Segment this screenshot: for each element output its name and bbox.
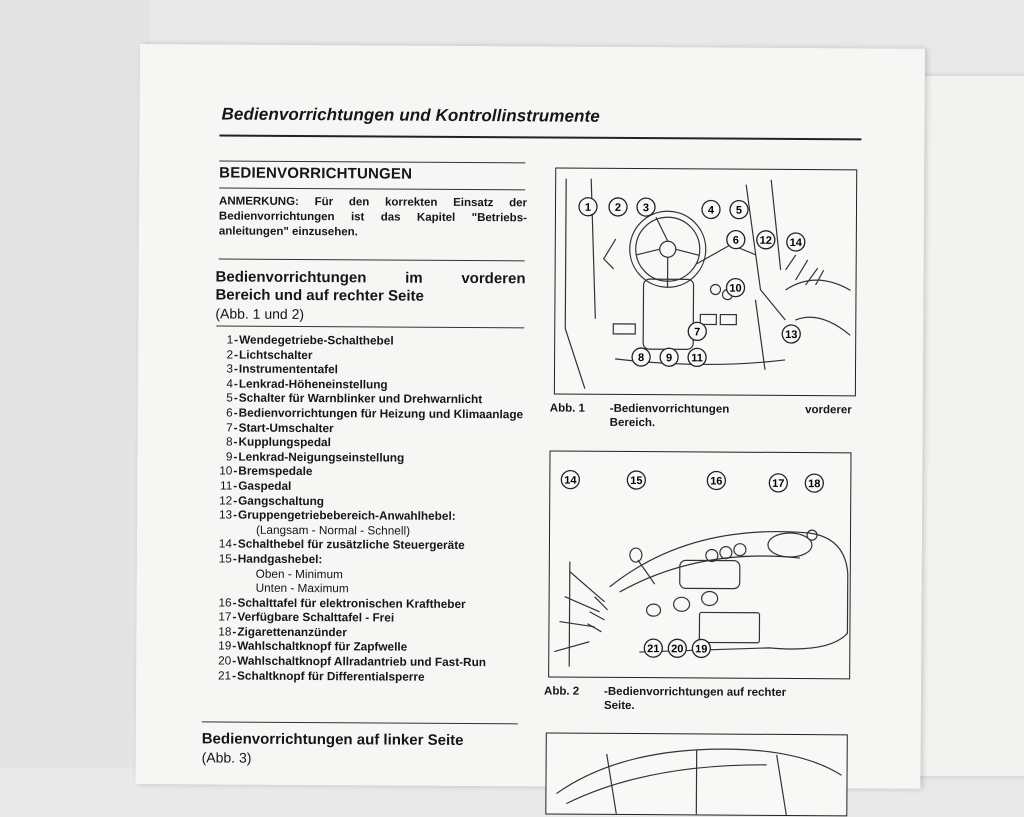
item-number: 8	[225, 434, 233, 449]
item-dash: -	[232, 595, 237, 610]
item-number: 16	[218, 595, 232, 610]
item-dash: -	[232, 609, 237, 624]
item-label: Start-Umschalter	[238, 420, 334, 435]
item-number: 19	[218, 638, 232, 654]
item-number: 18	[218, 624, 232, 639]
item-dash: -	[232, 536, 237, 551]
subsection-title-line2: Bereich und auf rechter Seite	[215, 286, 424, 305]
item-dash: -	[234, 347, 239, 362]
figure-3-drawing	[546, 733, 846, 815]
subsection-title-word1: Bedienvorrichtungen	[215, 268, 367, 287]
item-dash: -	[233, 463, 238, 478]
item-label: Zigarettenanzünder	[237, 624, 347, 640]
header-rule	[219, 134, 861, 139]
item-dash: -	[233, 493, 238, 508]
item-number: 9	[225, 449, 233, 464]
callout-number: 18	[808, 478, 821, 491]
left-side-title: Bedienvorrichtungen auf linker Seite	[201, 730, 464, 749]
item-label: Lenkrad-Neigungseinstellung	[238, 449, 405, 465]
callout-number: 14	[789, 236, 802, 250]
background	[0, 0, 150, 768]
item-label: Gruppengetriebebereich-Anwahlhebel:	[238, 507, 456, 524]
item-dash: -	[233, 507, 238, 522]
callout-number: 6	[732, 234, 739, 247]
callout-number: 16	[710, 475, 723, 488]
item-label: Bremspedale	[238, 463, 313, 479]
callout-number: 19	[695, 643, 708, 656]
item-dash: -	[234, 332, 239, 347]
callout-number: 3	[642, 202, 650, 215]
left-side-rule	[202, 721, 518, 724]
figure-3-left-controls	[545, 732, 847, 816]
figure-2-caption-c: Seite.	[603, 699, 635, 713]
callout-number: 8	[637, 352, 645, 365]
item-label: Schalttafel für elektronischen Kraftheber	[237, 595, 466, 611]
left-side-figure-ref: (Abb. 3)	[201, 749, 252, 766]
item-sub-text: Unten - Maximum	[255, 580, 349, 596]
item-number: 6	[226, 405, 233, 420]
item-number: 15	[218, 551, 232, 566]
item-dash: -	[233, 420, 238, 435]
item-text	[237, 668, 524, 684]
item-label: Wendegetriebe-Schalthebel	[239, 332, 394, 348]
item-number: 12	[219, 493, 233, 508]
figure-1-caption	[550, 402, 852, 432]
item-text	[238, 552, 525, 598]
controls-list	[214, 332, 526, 684]
item-text	[238, 508, 525, 539]
figure-2-label: Abb. 2	[544, 685, 580, 698]
callout-number: 17	[772, 477, 785, 490]
item-dash: -	[233, 376, 238, 391]
item-number: 7	[226, 420, 233, 435]
figure-1-label: Abb. 1	[549, 402, 585, 415]
callout-number: 13	[785, 328, 798, 342]
item-label: Wahlschaltknopf Allradantrieb und Fast-Run	[237, 653, 487, 670]
callout-number: 10	[729, 282, 742, 295]
item-number: 4	[226, 376, 233, 391]
controls-list-item	[215, 551, 525, 597]
callout-number: 14	[564, 474, 577, 487]
figure-1-caption-b: vorderer	[805, 404, 852, 417]
section-note: ANMERKUNG: Für den korrekten Einsatz der Bedienvorrichtungen ist das Kapitel "Betriebs-anleitungen" einzusehen.	[218, 195, 528, 239]
subsection-title-word2: im	[405, 269, 423, 287]
item-label: Wahlschaltknopf für Zapfwelle	[237, 639, 408, 655]
figure-2-caption-a: -Bedienvorrichtungen auf rechter	[604, 685, 787, 699]
item-dash: -	[232, 624, 237, 639]
section-rule-bottom	[219, 187, 525, 190]
subsection-front-right-title	[215, 268, 525, 324]
item-dash: -	[233, 405, 238, 420]
item-dash: -	[233, 449, 238, 464]
item-sub-text: (Langsam - Normal - Schnell)	[255, 522, 411, 538]
figure-1-front-controls	[554, 168, 857, 397]
item-number: 1	[226, 332, 234, 347]
item-dash: -	[233, 390, 238, 405]
item-label: Schaltknopf für Differentialsperre	[237, 668, 425, 684]
section-rule-top	[219, 160, 525, 163]
item-number: 3	[226, 361, 234, 376]
item-dash: -	[232, 668, 237, 683]
subsection-title-word3: vorderen	[461, 269, 526, 288]
figure-1-callouts	[578, 198, 805, 367]
callout-number: 1	[584, 201, 592, 214]
figure-2-caption	[544, 684, 846, 714]
item-sub-text: Oben - Minimum	[255, 566, 343, 581]
item-label: Lenkrad-Höheneinstellung	[238, 376, 388, 392]
callout-number: 7	[694, 326, 701, 339]
item-number: 11	[220, 478, 233, 493]
callout-number: 20	[671, 643, 684, 656]
manual-page	[135, 44, 925, 789]
item-number: 21	[217, 668, 232, 683]
item-dash: -	[233, 478, 238, 493]
item-label: Kupplungspedal	[238, 434, 331, 450]
figure-1-drawing	[555, 169, 856, 396]
item-label: Lichtschalter	[239, 347, 313, 362]
subsection-figure-ref: (Abb. 1 und 2)	[215, 305, 305, 323]
subsection-rule-bottom	[216, 325, 524, 328]
callout-number: 11	[691, 352, 703, 365]
item-dash: -	[232, 551, 237, 566]
item-dash: -	[232, 639, 237, 654]
item-number: 2	[226, 347, 234, 362]
item-label: Handgashebel:	[237, 551, 323, 567]
callout-number: 4	[707, 204, 715, 217]
section-title: BEDIENVORRICHTUNGEN	[219, 164, 413, 183]
item-label: Bedienvorrichtungen für Heizung und Klimaanlage	[238, 405, 524, 422]
item-label: Gangschaltung	[238, 493, 325, 508]
item-dash: -	[232, 653, 237, 668]
item-number: 17	[218, 609, 232, 624]
item-label: Schalter für Warnblinker und Drehwarnlicht	[238, 390, 483, 407]
item-label: Verfügbare Schalttafel - Frei	[237, 609, 395, 625]
callout-number: 15	[630, 475, 643, 488]
item-number: 20	[218, 653, 232, 668]
item-label: Schalthebel für zusätzliche Steuergeräte	[237, 536, 465, 553]
page-header-title: Bedienvorrichtungen und Kontrollinstrumente	[221, 104, 600, 126]
item-number: 14	[218, 536, 232, 551]
item-number: 13	[218, 507, 233, 522]
subsection-rule-top	[219, 258, 525, 261]
item-number: 5	[226, 390, 233, 405]
figure-1-caption-a: -Bedienvorrichtungen	[609, 402, 730, 416]
item-number: 10	[219, 463, 233, 478]
callout-number: 9	[665, 352, 673, 365]
figure-2-right-controls	[548, 451, 851, 680]
item-dash: -	[233, 434, 238, 449]
callout-number: 2	[614, 201, 622, 214]
figure-1-caption-c: Bereich.	[609, 416, 656, 430]
controls-list-item	[214, 668, 524, 684]
figure-2-drawing	[549, 452, 850, 679]
item-label: Instrumententafel	[238, 361, 338, 377]
callout-number: 12	[759, 234, 772, 247]
controls-list-item	[215, 508, 525, 539]
item-label: Gaspedal	[238, 478, 292, 493]
item-dash: -	[233, 361, 238, 376]
adjacent-page	[918, 76, 1024, 776]
callout-number: 21	[647, 643, 660, 656]
callout-number: 5	[735, 204, 743, 217]
subsection-left-side-title	[202, 730, 522, 768]
